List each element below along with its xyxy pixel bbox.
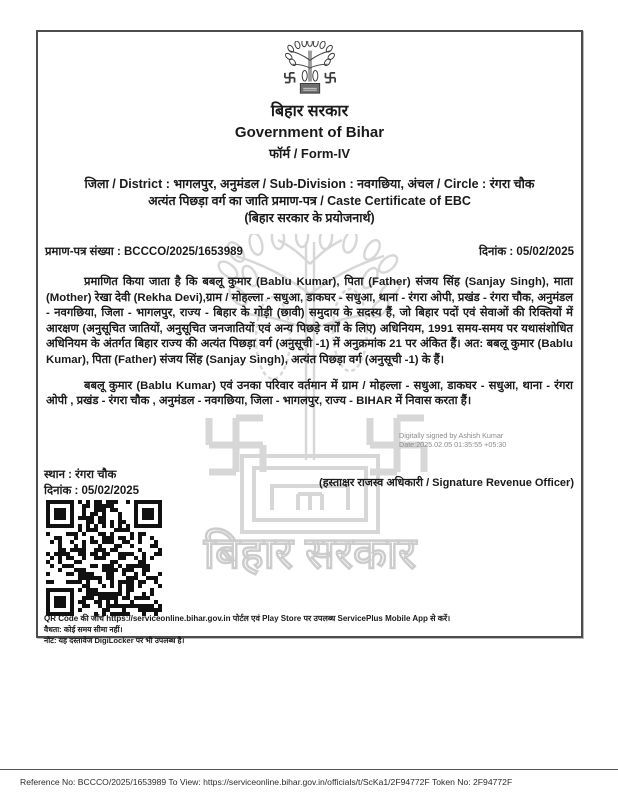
certificate-number: प्रमाण-पत्र संख्या : BCCCO/2025/1653989 bbox=[45, 246, 243, 258]
qr-code bbox=[46, 500, 162, 616]
digital-signature-line2: Date:2025.02.05 01:35:55 +05:30 bbox=[399, 440, 507, 449]
date-line: दिनांक : 05/02/2025 bbox=[44, 485, 140, 497]
government-title-english: Government of Bihar bbox=[234, 124, 385, 141]
certificate-document bbox=[36, 30, 583, 645]
digital-signature-stamp bbox=[399, 431, 569, 449]
watermark-text: बिहार सरकार bbox=[203, 529, 416, 578]
government-title-hindi: बिहार सरकार bbox=[270, 103, 349, 120]
digilocker-note: नोट: यह दस्तावेज DigiLocker पर भी उपलब्ध है। bbox=[44, 635, 185, 645]
validity-note: वैधता: कोई समय सीमा नहीं। bbox=[44, 624, 123, 634]
footer-reference-line: Reference No: BCCCO/2025/1653989 To View: https://serviceonline.bihar.gov.in/officials/t/ScKa1/2F94772F Token No: 2F94772F bbox=[20, 777, 513, 787]
certificate-body-paragraph-1: प्रमाणित किया जाता है कि बबलू कुमार (Bablu Kumar), पिता (Father) संजय सिंह (Sanjay Singh), माता (Mother) रेखा देवी (Rekha Devi),ग्राम / मोहल्ला - सधुआ, डाकघर - सधुआ, थाना - रंगरा ओपी, प्रखंड - रंगरा चौक, अनुमंडल - नवगछिया, जिला - भागलपुर, राज्य - बिहार के गोड़ी (छावी) समुदाय के सदस्य हैं, जो बिहार पदों एवं सेवाओं की रिक्तियों में आरक्षण (अनुसूचित जातियों, अनुसूचित जनजातियों एवं अन्य पिछड़े वर्गों के लिए) अधिनियम, 1991 समय-समय पर यथासंशोधित अधिनियम के अंतर्गत बिहार राज्य की अत्यंत पिछड़ा वर्ग (अनुसूची -1) में अनुक्रमांक 21 पर अंकित हैं। अत: बबलू कुमार (Bablu Kumar), पिता (Father) संजय सिंह (Sanjay Singh), अत्यंत पिछड़ा वर्ग (अनुसूची -1) के हैं। bbox=[46, 276, 573, 366]
digital-signature-line1: Digitally signed by Ashish Kumar bbox=[399, 431, 504, 440]
revenue-officer-signature-label: (हस्ताक्षर राजस्व अधिकारी / Signature Revenue Officer) bbox=[319, 477, 574, 489]
place-line: स्थान : रंगरा चौक bbox=[44, 469, 117, 481]
certificate-date: दिनांक : 05/02/2025 bbox=[478, 246, 574, 258]
certificate-body-paragraph-2: बबलू कुमार (Bablu Kumar) एवं उनका परिवार वर्तमान में ग्राम / मोहल्ला - सधुआ, डाकघर - सधुआ, थाना - रंगरा ओपी , प्रखंड - रंगरा चौक , अनुमंडल - नवगछिया, जिला - भागलपुर, राज्य - BIHAR में निवास करता हैं। bbox=[46, 379, 573, 408]
certificate-title: अत्यंत पिछड़ा वर्ग का जाति प्रमाण-पत्र / Caste Certificate of EBC bbox=[148, 194, 471, 208]
qr-verification-note: QR Code की जाँच https://serviceonline.bihar.gov.in पोर्टल एवं Play Store पर उपलब्ध ServicePlus Mobile App से करें। bbox=[44, 614, 451, 623]
district-subdivision-circle-line: जिला / District : भागलपुर, अनुमंडल / Sub-Division : नवगछिया, अंचल / Circle : रंगरा चौक bbox=[84, 177, 535, 191]
purpose-line: (बिहार सरकार के प्रयोजनार्थ) bbox=[244, 211, 375, 225]
footer-divider bbox=[0, 769, 618, 770]
bihar-emblem-logo bbox=[279, 41, 341, 97]
form-number: फॉर्म / Form-IV bbox=[268, 146, 351, 161]
